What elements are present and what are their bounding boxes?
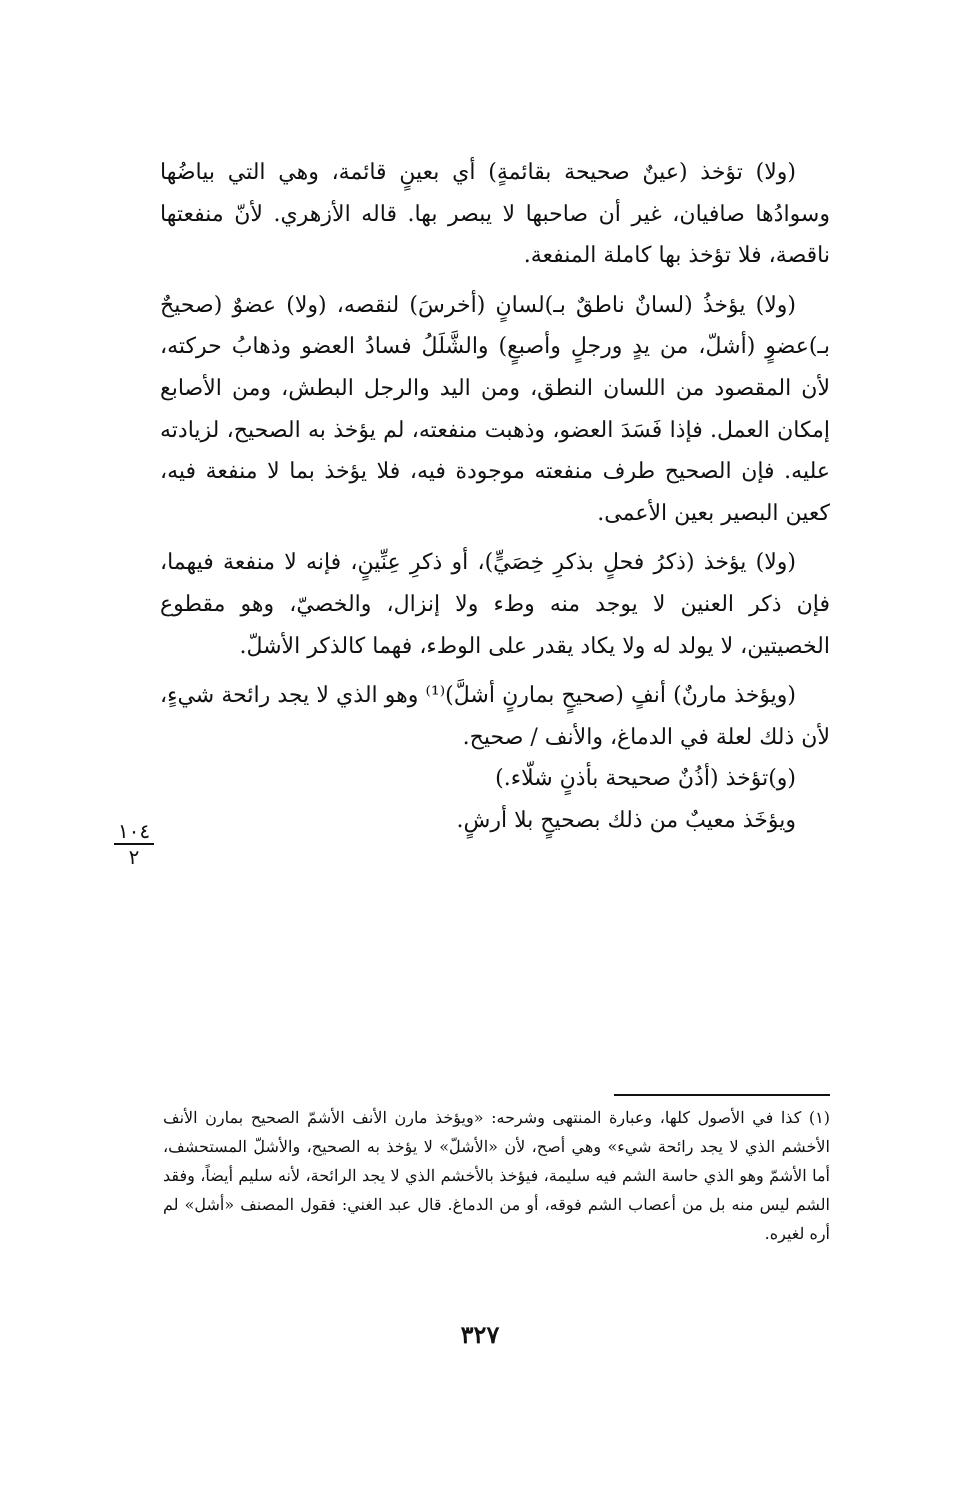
manuscript-folio-note — [114, 820, 154, 868]
footnote-1: (١) كذا في الأصول كلها، وعبارة المنتهى وشرحه: «ويؤخذ مارن الأنف الأشمّ الصحيح بمارن الأنف الأخشم الذي لا يجد رائحة شيء» وهي أصح، لأن «الأشلّ» لا يؤخذ به الصحيح، والأشلّ المستحشف، أما الأشمّ وهو الذي حاسة الشم فيه سليمة، فيؤخذ بالأخشم الذي لا يجد الرائحة، لأنه سليم أيضاً، وفقد الشم ليس منه بل من أعصاب الشم فوقه، أو من الدماغ. قال عبد الغني: فقول المصنف «أشل» لم أره لغيره. — [163, 1108, 830, 1243]
folio-side: ٢ — [128, 845, 140, 869]
footnote-divider — [614, 1094, 830, 1096]
paragraph-ear: (و)تؤخذ (أذُنٌ صحيحة بأذنٍ شلّاء.) — [495, 766, 796, 792]
paragraph-defective: ويؤخَذ معيبٌ من ذلك بصحيحٍ بلا أرشٍ. — [456, 807, 796, 833]
folio-number: ١٠٤ — [114, 820, 154, 845]
paragraph-male-organ: (ولا) يؤخذ (ذكرُ فحلٍ بذكرِ خِصَيٍّ)، أو ذكرِ عِنِّينٍ، فإنه لا منفعة فيهما، فإن ذكر العنين لا يوجد منه وطء ولا إنزال، والخصيّ، وهو مقطوع الخصيتين، لا يولد له ولا يكاد يقدر على الوطء، فهما كالذكر الأشلّ. — [160, 550, 830, 659]
paragraph-tongue-limbs: (ولا) يؤخذُ (لسانٌ ناطقٌ بـ)لسانٍ (أخرسَ) لنقصه، (ولا) عضوٌ (صحيحٌ بـ)عضوٍ (أشلّ، من يدٍ ورجلٍ وأصبعٍ) والشَّلَلُ فسادُ العضو وذهابُ حركته، لأن المقصود من اللسان النطق، ومن اليد والرجل البطش، ومن الأصابع إمكان العمل. فإذا فَسَدَ العضو، وذهبت منفعته، لم يؤخذ به الصحيح، لزيادته عليه. فإن الصحيح طرف منفعته موجودة فيه، فلا يؤخذ بما لا منفعة فيه، كعين البصير بعين الأعمى. — [160, 292, 830, 526]
paragraph-eye: (ولا) تؤخذ (عينٌ صحيحة بقائمةٍ) أي بعينٍ قائمة، وهي التي بياضُها وسوادُها صافيان، غير أن صاحبها لا يبصر بها. قاله الأزهري. لأنّ منفعتها ناقصة، فلا تؤخذ بها كاملة المنفعة. — [160, 160, 830, 269]
paragraph-nose: (ويؤخذ مارنٌ) أنفٍ (صحيحٍ بمارنٍ أشلَّ)⁽¹⁾ وهو الذي لا يجد رائحة شيءٍ، لأن ذلك لعلة في الدماغ، والأنف / صحيح. — [160, 683, 830, 750]
footnotes — [163, 1103, 830, 1248]
page-number: ٣٢٧ — [460, 1320, 500, 1349]
main-text — [160, 152, 830, 842]
